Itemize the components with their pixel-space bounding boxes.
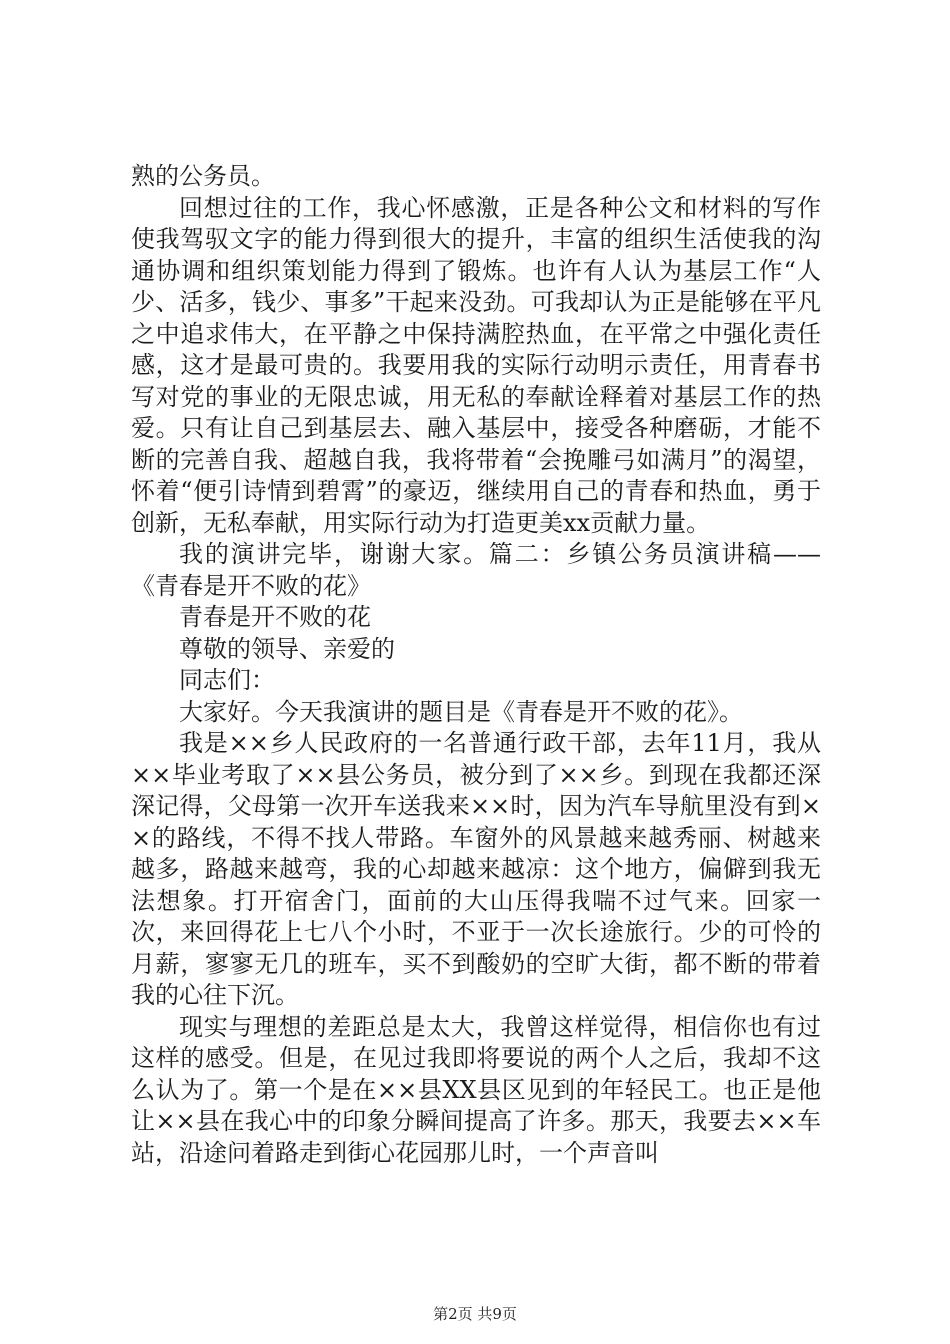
paragraph-2: 回想过往的工作，我心怀感激，正是各种公文和材料的写作使我驾驭文字的能力得到很大的提升，丰富的组织生活使我的沟通协调和组织策划能力得到了锻炼。也许有人认为基层工作“人少、活多，钱少、事多”干起来没劲。可我却认为正是能够在平凡之中追求伟大，在平静之中保持满腔热血，在平常之中强化责任感，这才是最可贵的。我要用我的实际行动明示责任，用青春书写对党的事业的无限忠诚，用无私的奉献诠释着对基层工作的热爱。只有让自己到基层去、融入基层中，接受各种磨砺，才能不断的完善自我、超越自我，我将带着“会挽雕弓如满月”的渴望，怀着“便引诗情到碧霄”的豪迈，继续用自己的青春和热血，勇于创新，无私奉献，用实际行动为打造更美xx贡献力量。 [131, 193, 821, 537]
page-number-footer: 第2页 共9页 [433, 1305, 517, 1323]
salutation-line-1: 尊敬的领导、亲爱的 [179, 634, 395, 663]
paragraph-9: 现实与理想的差距总是太大，我曾这样觉得，相信你也有过这样的感受。但是，在见过我即将要说的两个人之后，我却不这么认为了。第一个是在××县XX县区见到的年轻民工。也正是他让××县在我心中的印象分瞬间提高了许多。那天，我要去××车站，沿途问着路走到街心花园那儿时，一个声音叫 [131, 1012, 821, 1167]
greeting-paragraph: 大家好。今天我演讲的题目是《青春是开不败的花》。 [179, 697, 743, 726]
salutation-line-2: 同志们： [179, 666, 275, 694]
document-body [131, 161, 821, 1169]
paragraph-3: 我的演讲完毕，谢谢大家。篇二：乡镇公务员演讲稿——《青春是开不败的花》 [131, 540, 821, 600]
paragraph-1: 熟的公务员。 [131, 162, 275, 190]
paragraph-8: 我是××乡人民政府的一名普通行政干部，去年11月，我从××毕业考取了××县公务员，被分到了××乡。到现在我都还深深记得，父母第一次开车送我来××时，因为汽车导航里没有到××的路线，不得不找人带路。车窗外的风景越来越秀丽、树越来越多，路越来越弯，我的心却越来越凉：这个地方，偏僻到我无法想象。打开宿舍门，面前的大山压得我喘不过气来。回家一次，来回得花上七八个小时，不亚于一次长途旅行。少的可怜的月薪，寥寥无几的班车，买不到酸奶的空旷大街，都不断的带着我的心往下沉。 [131, 729, 821, 1009]
speech-title: 青春是开不败的花 [179, 603, 371, 631]
